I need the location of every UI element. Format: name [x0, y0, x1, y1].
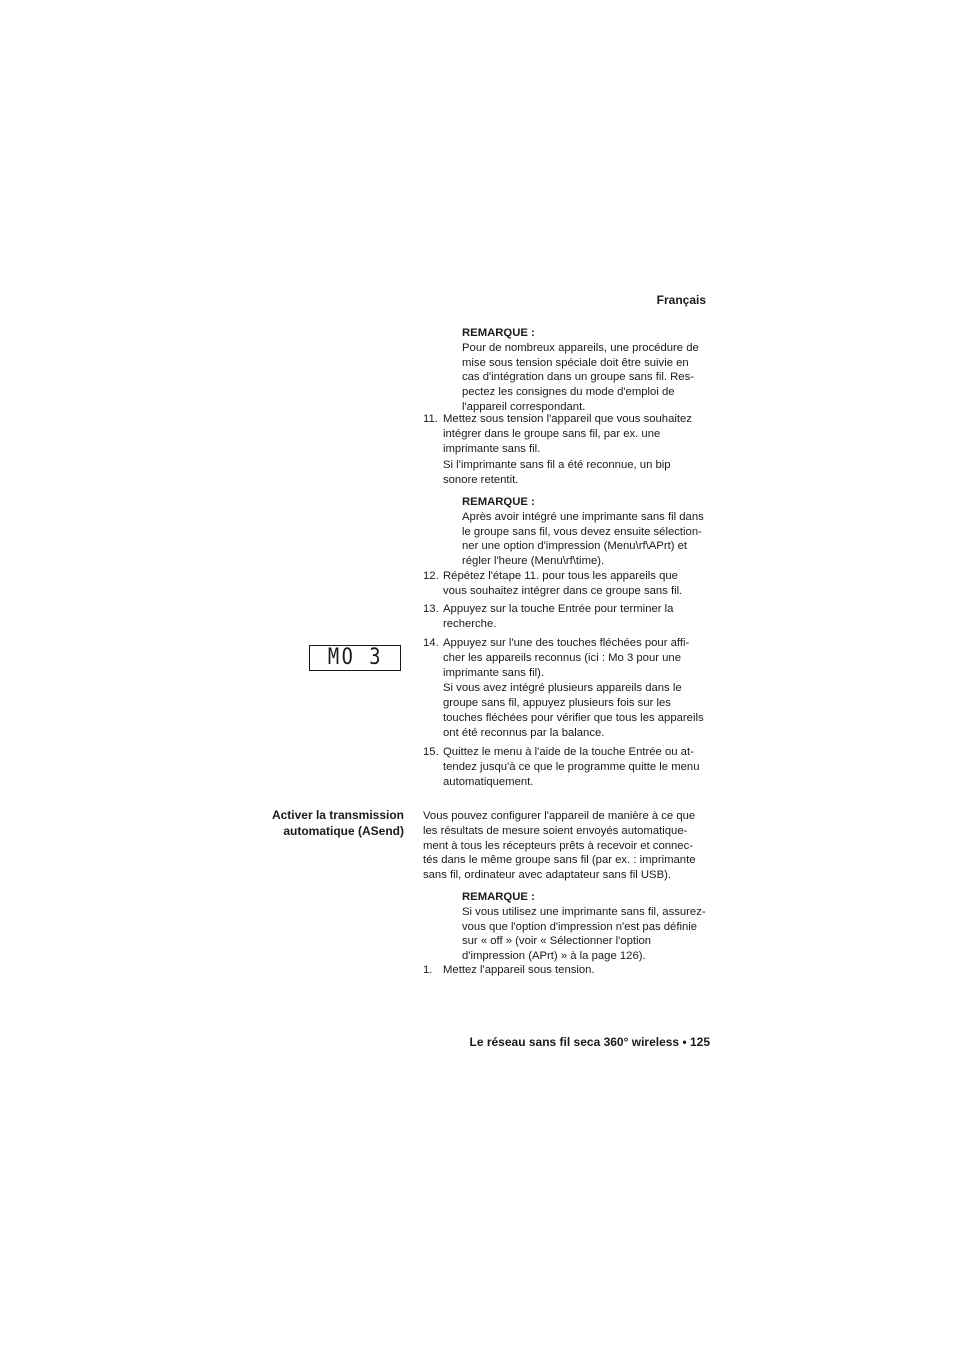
step-line: Si l'imprimante sans fil a été reconnue, un bip [443, 459, 671, 472]
note-line: le groupe sans fil, vous devez ensuite sélection- [462, 525, 702, 538]
step-line: cher les appareils reconnus (ici : Mo 3 pour une [443, 651, 681, 664]
step-line: Répétez l'étape 11. pour tous les appareils que [443, 570, 678, 582]
intro-line: ment à tous les récepteurs prêts à recevoir et connec- [423, 839, 693, 852]
step-number: 15. [423, 746, 439, 758]
step-line: Quittez le menu à l'aide de la touche Entrée ou at- [443, 746, 694, 758]
intro-line: tés dans le même groupe sans fil (par ex. : imprimante [423, 854, 696, 867]
step-line: intégrer dans le groupe sans fil, par ex. une [443, 427, 661, 440]
step-line: groupe sans fil, appuyez plusieurs fois sur les [443, 697, 671, 710]
step-line: Appuyez sur l'une des touches fléchées pour affi- [443, 637, 690, 649]
intro-line: sans fil, ordinateur avec adaptateur sans fil USB). [423, 869, 672, 882]
step-line: ont été reconnus par la balance. [443, 726, 605, 739]
intro-line: les résultats de mesure soient envoyés automatique- [423, 824, 688, 837]
section-intro [423, 809, 713, 883]
note-line: vous que l'option d'impression n'est pas définie [462, 920, 698, 933]
step-line: Mettez sous tension l'appareil que vous souhaitez [443, 413, 692, 425]
note-3 [462, 890, 714, 964]
section-heading-line: Activer la transmission [271, 808, 404, 822]
intro-line: Vous pouvez configurer l'appareil de manière à ce que [423, 810, 696, 822]
step-12 [443, 569, 713, 599]
step-number: 11. [423, 413, 438, 425]
note-line: régler l'heure (Menu\rf\time). [462, 555, 605, 568]
step-11 [443, 412, 713, 488]
step-number: 13. [423, 603, 439, 615]
step-number: 12. [423, 570, 439, 582]
note-2 [462, 495, 714, 569]
step-line: Appuyez sur la touche Entrée pour terminer la [443, 603, 674, 615]
note-line: d'impression (APrt) » à la page 126). [462, 950, 646, 963]
note-1 [462, 326, 714, 415]
step-line: imprimante sans fil). [443, 666, 545, 679]
step-line: automatiquement. [443, 775, 534, 788]
note-line: Pour de nombreux appareils, une procédure de [462, 341, 699, 354]
step-number: 1. [423, 964, 433, 976]
step-line: vous souhaitez intégrer dans ce groupe sans fil. [443, 584, 683, 597]
note-line: Après avoir intégré une imprimante sans fil dans [462, 510, 704, 523]
note-line: cas d'intégration dans un groupe sans fil. Res- [462, 371, 694, 384]
section-heading-line: automatique (ASend) [283, 823, 404, 838]
step-1 [443, 963, 713, 978]
note-line: pectez les consignes du mode d'emploi de [462, 386, 675, 399]
step-line: sonore retentit. [443, 474, 519, 487]
note-line: sur « off » (voir « Sélectionner l'option [462, 935, 652, 948]
note-title: REMARQUE : [462, 891, 535, 903]
step-line: tendez jusqu'à ce que le programme quitte le menu [443, 760, 700, 773]
step-13 [443, 602, 713, 632]
note-line: ner une option d'impression (Menu\rf\APrt) et [462, 540, 688, 553]
step-line: Mettez l'appareil sous tension. [443, 964, 595, 976]
step-15 [443, 745, 713, 789]
note-line: l'appareil correspondant. [462, 400, 586, 413]
language-label: Français [656, 293, 706, 307]
step-line: touches fléchées pour vérifier que tous les appareils [443, 711, 704, 724]
display-readout: MO 3 [327, 645, 383, 670]
note-line: mise sous tension spéciale doit être suivie en [462, 356, 689, 369]
scale-display [309, 645, 401, 671]
note-title: REMARQUE : [462, 496, 535, 508]
step-number: 14. [423, 637, 439, 649]
section-heading [234, 808, 404, 839]
page-footer: Le réseau sans fil seca 360° wireless • 125 [469, 1035, 710, 1049]
step-line: recherche. [443, 617, 497, 630]
step-line: imprimante sans fil. [443, 442, 541, 455]
step-line: Si vous avez intégré plusieurs appareils dans le [443, 682, 682, 695]
step-14 [443, 636, 713, 741]
note-line: Si vous utilisez une imprimante sans fil, assurez- [462, 905, 706, 918]
note-title: REMARQUE : [462, 327, 535, 339]
